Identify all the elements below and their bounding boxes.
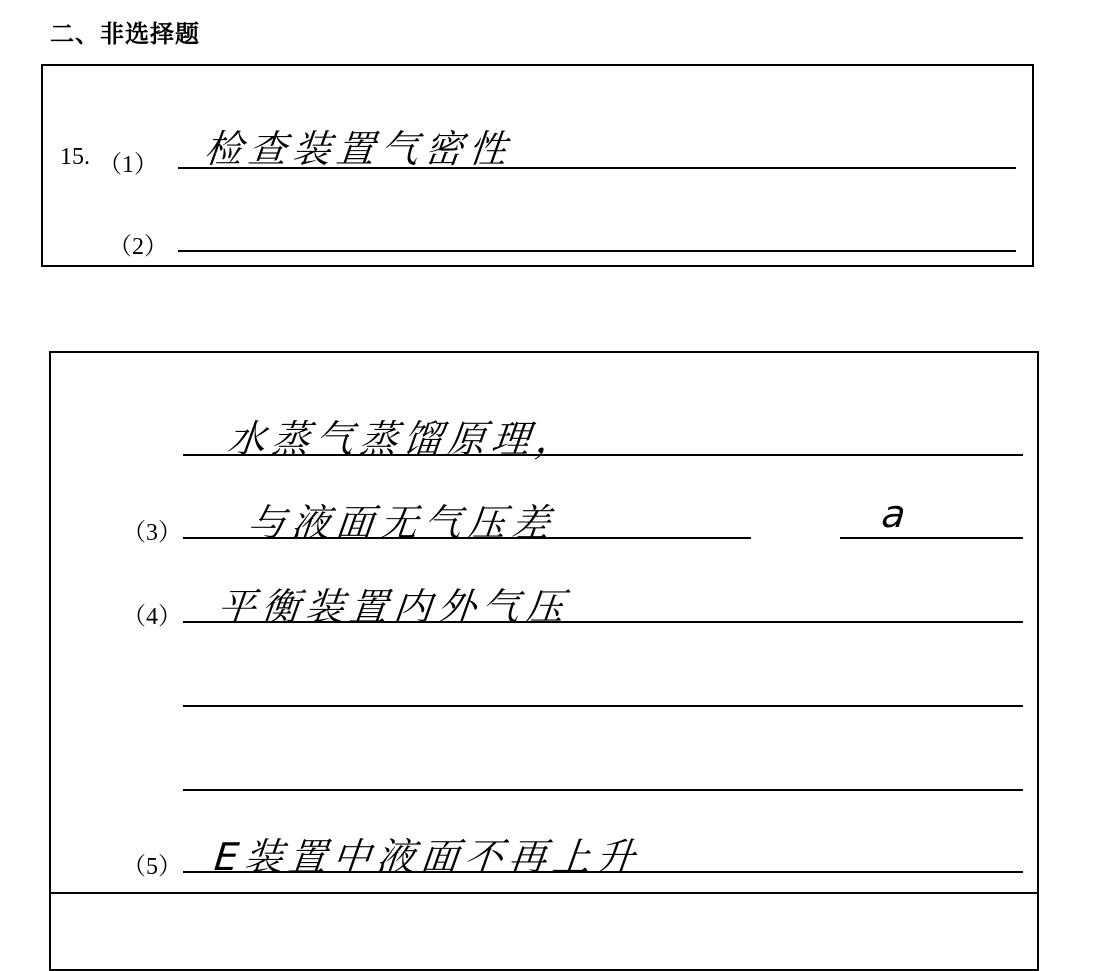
part-3-answer: 与液面无气压差 bbox=[245, 501, 558, 545]
part-4-line-1 bbox=[183, 621, 1023, 623]
part-4-label: （4） bbox=[122, 604, 182, 630]
part-1-answer: 检查装置气密性 bbox=[202, 127, 515, 171]
part-3-answer-extra: a bbox=[879, 492, 914, 536]
part-1-answer-line bbox=[178, 167, 1016, 169]
part-5-answer: E装置中液面不再上升 bbox=[212, 835, 643, 879]
part-3-line-1 bbox=[183, 454, 1023, 456]
part-3-line-extra bbox=[840, 537, 1023, 539]
part-4-line-3 bbox=[183, 789, 1023, 791]
part-2-answer-line bbox=[178, 250, 1016, 252]
part-2-label: （2） bbox=[108, 234, 168, 260]
part-4-line-2 bbox=[183, 705, 1023, 707]
part-5-label: （5） bbox=[122, 854, 182, 880]
part-1-label: （1） bbox=[98, 152, 158, 178]
part-5-line bbox=[183, 871, 1023, 873]
part-3-line-2 bbox=[183, 537, 751, 539]
box-2-divider bbox=[49, 892, 1039, 894]
answer-box-1 bbox=[41, 64, 1034, 267]
part-4-answer: 平衡装置内外气压 bbox=[215, 585, 572, 629]
section-title: 二、非选择题 bbox=[50, 20, 200, 48]
part-3-answer-line-1: 水蒸气蒸馏原理， bbox=[225, 417, 582, 461]
question-number: 15. bbox=[60, 144, 90, 170]
part-3-label: （3） bbox=[122, 520, 182, 546]
